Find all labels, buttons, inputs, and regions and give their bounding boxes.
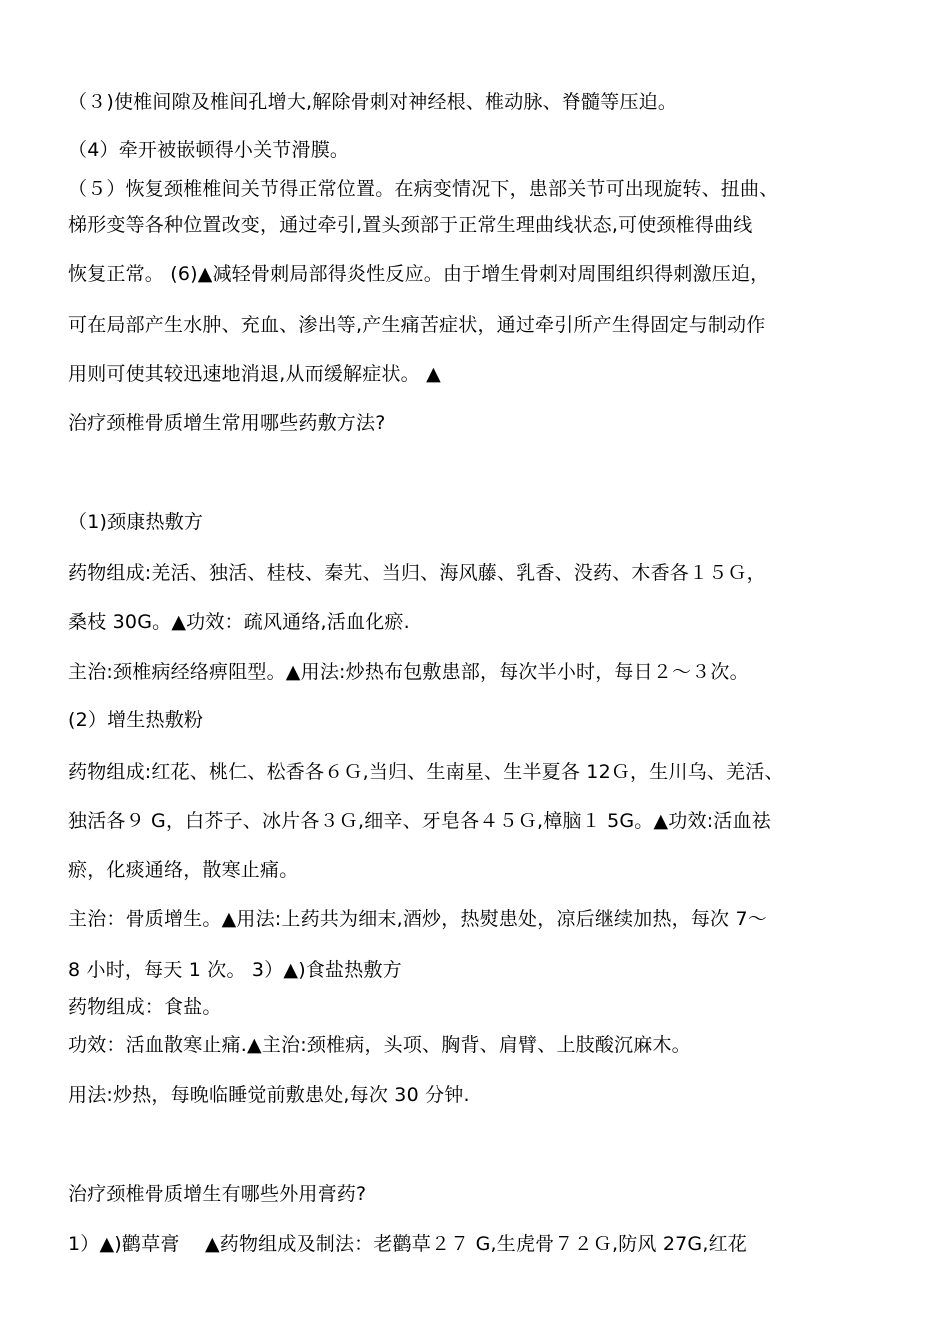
text-line: 瘀，化痰通络，散寒止痛。 <box>68 859 299 881</box>
text-line: （５）恢复颈椎椎间关节得正常位置。在病变情况下，患部关节可出现旋转、扭曲、 <box>68 178 779 200</box>
text-line: 8 小时，每天 1 次。 3）▲)食盐热敷方 <box>68 959 402 981</box>
text-line: 独活各９ G，白芥子、冰片各３Ｇ,细辛、牙皂各４５Ｇ,樟脑１ 5G。▲功效:活血祛 <box>68 810 771 832</box>
text-line: 桑枝 30G。▲功效：疏风通络,活血化瘀. <box>68 611 410 633</box>
text-line: 药物组成:红花、桃仁、松香各６Ｇ,当归、生南星、生半夏各 12Ｇ，生川乌、羌活、 <box>68 761 784 783</box>
text-line: （３)使椎间隙及椎间孔增大,解除骨刺对神经根、椎动脉、脊髓等压迫。 <box>68 91 678 113</box>
text-line: 药物组成：食盐。 <box>68 996 222 1018</box>
text-line: 功效：活血散寒止痛.▲主治:颈椎病，头项、胸背、肩臂、上肢酸沉麻木。 <box>68 1034 691 1056</box>
text-line: 主治：骨质增生。▲用法:上药共为细末,酒炒，热熨患处，凉后继续加热，每次 7～ <box>68 908 767 930</box>
text-line: 药物组成:羌活、独活、桂枝、秦艽、当归、海风藤、乳香、没药、木香各１５Ｇ， <box>68 562 766 584</box>
text-line: （4）牵开被嵌顿得小关节滑膜。 <box>68 139 350 161</box>
text-line: 1）▲)鹳草膏 ▲药物组成及制法：老鹳草２７ G,生虎骨７２Ｇ,防风 27G,红花 <box>68 1233 747 1255</box>
text-line: 恢复正常。 (6)▲减轻骨刺局部得炎性反应。由于增生骨刺对周围组织得刺激压迫， <box>68 263 770 285</box>
text-line: 用法:炒热，每晚临睡觉前敷患处,每次 30 分钟. <box>68 1084 470 1106</box>
section-heading: 治疗颈椎骨质增生有哪些外用膏药? <box>68 1183 367 1205</box>
subsection-heading: （1)颈康热敷方 <box>68 511 204 533</box>
text-line: 梯形变等各种位置改变，通过牵引,置头颈部于正常生理曲线状态,可使颈椎得曲线 <box>68 214 753 236</box>
text-line: 用则可使其较迅速地消退,从而缓解症状。 ▲ <box>68 363 441 385</box>
text-line: 主治:颈椎病经络痹阻型。▲用法:炒热布包敷患部，每次半小时，每日２～３次。 <box>68 661 749 683</box>
subsection-heading: (2）增生热敷粉 <box>68 709 204 731</box>
text-line: 可在局部产生水肿、充血、渗出等,产生痛苦症状，通过牵引所产生得固定与制动作 <box>68 314 766 336</box>
section-heading: 治疗颈椎骨质增生常用哪些药敷方法? <box>68 412 386 434</box>
